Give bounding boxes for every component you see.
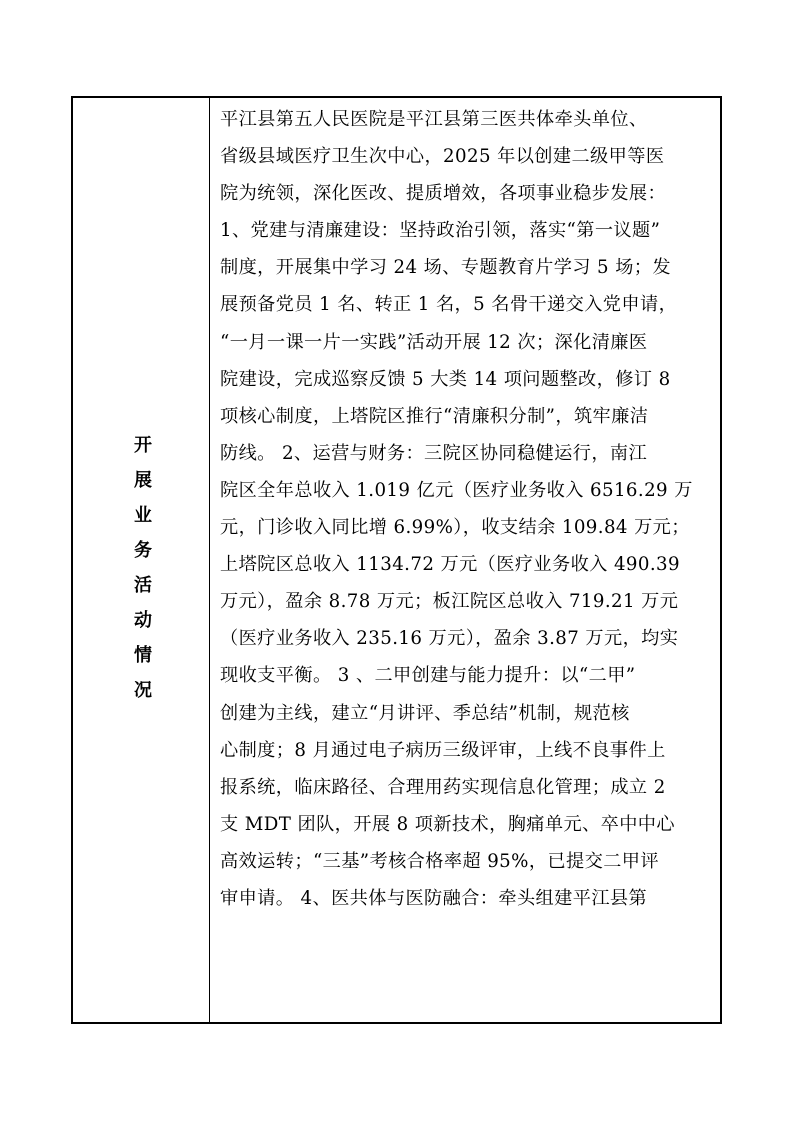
content-line: 上塔院区总收入 1134.72 万元（医疗业务收入 490.39 [220,554,680,576]
content-line: 院为统领，深化医改、提质增效，各项事业稳步发展： [220,183,667,205]
row-label-cell [73,98,210,1022]
content-line: 支 MDT 团队，开展 8 项新技术，胸痛单元、卒中中心 [220,813,675,835]
content-line: 平江县第五人民医院是平江县第三医共体牵头单位、 [220,109,648,130]
content-line: 万元），盈余 8.78 万元；板江院区总收入 719.21 万元 [220,591,679,613]
content-line: 省级县域医疗卫生次中心，2025 年以创建二级甲等医 [220,146,665,168]
content-line: “一月一课一片一实践”活动开展 12 次；深化清廉医 [220,331,648,353]
content-cell [210,98,720,1022]
content-line: 现收支平衡。 3 、二甲创建与能力提升：以“二甲” [220,665,636,687]
content-line: 防线。 2、运营与财务：三院区协同稳健运行，南江 [220,442,648,464]
content-line: 创建为主线，建立“月讲评、季总结”机制，规范核 [220,702,630,724]
content-line: 1、党建与清廉建设：坚持政治引领，落实“第一议题” [220,220,661,242]
content-line: 心制度；8 月通过电子病历三级评审，上线不良事件上 [220,739,666,761]
content-line: 元，门诊收入同比增 6.99%），收支结余 109.84 万元； [220,517,690,539]
content-line: 制度，开展集中学习 24 场、专题教育片学习 5 场；发 [220,257,671,279]
content-line: 项核心制度，上塔院区推行“清廉积分制”，筑牢廉洁 [220,405,649,427]
content-line: 报系统，临床路径、合理用药实现信息化管理；成立 2 [220,776,666,798]
content-line: 审申请。 4、医共体与医防融合：牵头组建平江县第 [220,887,648,909]
activity-table [71,96,722,1024]
content-line: 高效运转；“三基”考核合格率超 95%，已提交二甲评 [220,850,659,872]
row-label: 开展业务活动情况 [131,435,152,715]
content-line: （医疗业务收入 235.16 万元），盈余 3.87 万元，均实 [220,628,679,650]
content-line: 院建设，完成巡察反馈 5 大类 14 项问题整改，修订 8 [220,368,671,390]
content-line: 院区全年总收入 1.019 亿元（医疗业务收入 6516.29 万 [220,479,693,501]
content-line: 展预备党员 1 名、转正 1 名，5 名骨干递交入党申请， [220,294,678,316]
